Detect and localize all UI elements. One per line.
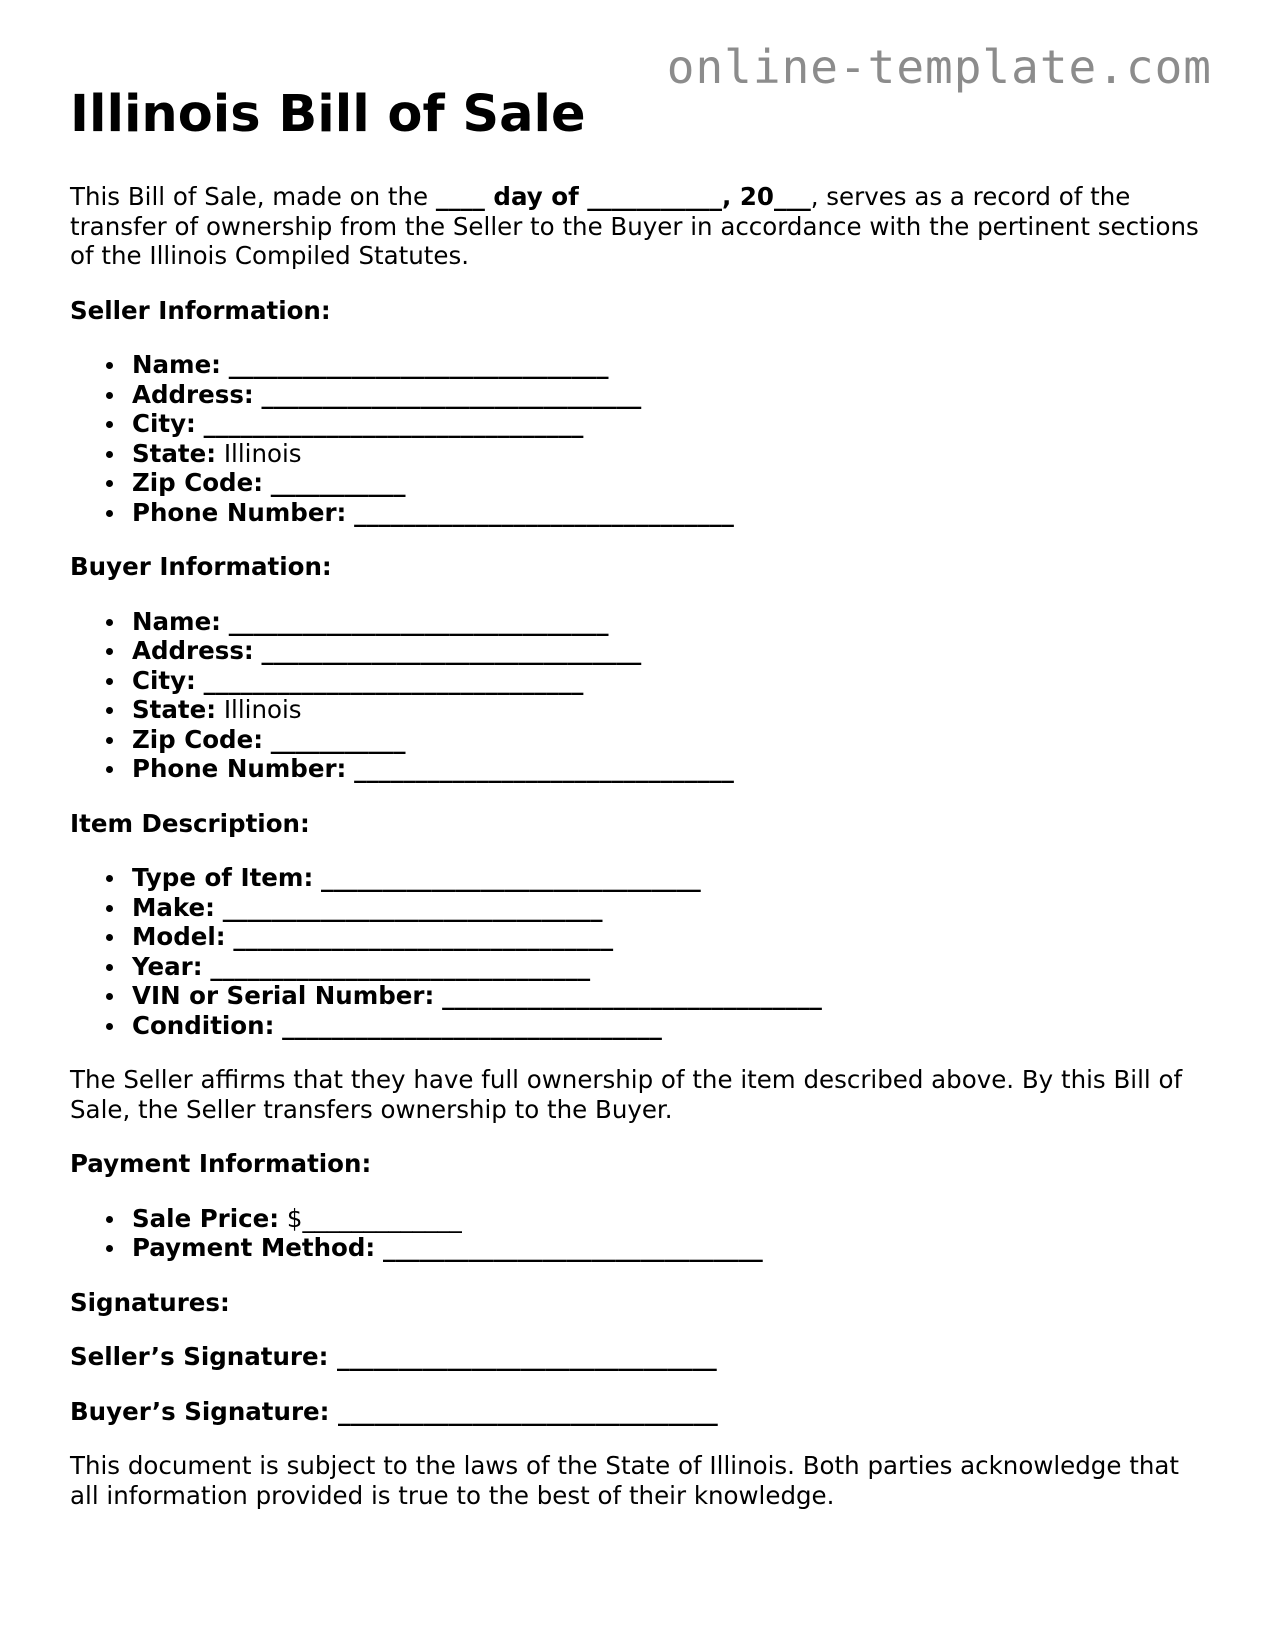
buyer-phone-field[interactable]: _______________________________: [354, 754, 734, 783]
item-model-label: Model:: [132, 922, 226, 951]
seller-name-field[interactable]: _______________________________: [228, 350, 609, 379]
signatures-heading: Signatures:: [70, 1287, 230, 1317]
buyer-name-item: [132, 607, 1200, 637]
seller-state-value: Illinois: [223, 438, 302, 468]
buyer-name-label: Name:: [132, 606, 221, 636]
payment-list: [70, 1204, 1200, 1263]
intro-paragraph: [70, 182, 1200, 271]
buyer-state-value: Illinois: [223, 695, 302, 724]
item-make-field[interactable]: _______________________________: [222, 892, 603, 922]
seller-phone-label: Phone Number:: [132, 497, 347, 527]
seller-city-field[interactable]: _______________________________: [203, 409, 584, 438]
sale-price-field[interactable]: $_____________: [286, 1203, 462, 1233]
item-condition-label: Condition:: [132, 1010, 275, 1040]
item-make-label: Make:: [132, 892, 215, 922]
intro-text-end: , serves as a record of the transfer of ownership from the Seller to the Buyer in accordance with the pertinent sections of the Illinois Compiled Statutes.: [70, 182, 1199, 270]
date-blanks[interactable]: ____ day of ___________, 20___: [435, 182, 811, 211]
seller-address-label: Address:: [132, 379, 254, 409]
sale-price-item: [132, 1204, 1200, 1234]
seller-signature-label: Seller’s Signature:: [70, 1342, 329, 1371]
seller-state-item: [132, 439, 1200, 469]
page-title: Illinois Bill of Sale: [70, 85, 586, 144]
seller-zip-field[interactable]: ___________: [270, 468, 406, 497]
item-type-field[interactable]: _______________________________: [321, 863, 701, 892]
buyer-address-label: Address:: [132, 636, 254, 665]
buyer-address-field[interactable]: _______________________________: [261, 636, 642, 665]
buyer-zip-field[interactable]: ___________: [270, 724, 406, 754]
seller-city-item: [132, 409, 1200, 439]
document-body: [70, 182, 1200, 1535]
buyer-signature-field[interactable]: _______________________________: [337, 1396, 718, 1426]
seller-state-label: State:: [132, 438, 217, 468]
seller-list: [70, 350, 1200, 527]
item-type-item: [132, 863, 1200, 893]
item-year-field[interactable]: _______________________________: [210, 951, 591, 981]
buyer-zip-label: Zip Code:: [132, 724, 263, 754]
item-type-label: Type of Item:: [132, 863, 314, 892]
item-condition-field[interactable]: _______________________________: [282, 1010, 662, 1040]
buyer-state-item: [132, 695, 1200, 725]
seller-signature-line: [70, 1342, 1200, 1372]
payment-method-label: Payment Method:: [132, 1233, 376, 1262]
buyer-state-label: State:: [132, 695, 217, 724]
item-vin-field[interactable]: _______________________________: [442, 981, 822, 1010]
buyer-name-field[interactable]: _______________________________: [228, 606, 609, 636]
buyer-phone-item: [132, 754, 1200, 784]
buyer-list: [70, 607, 1200, 784]
item-make-item: [132, 893, 1200, 923]
seller-city-label: City:: [132, 409, 196, 438]
seller-name-label: Name:: [132, 350, 221, 379]
item-heading: Item Description:: [70, 808, 310, 838]
buyer-signature-line: [70, 1397, 1200, 1427]
item-model-item: [132, 922, 1200, 952]
seller-address-item: [132, 380, 1200, 410]
payment-method-field[interactable]: _______________________________: [383, 1233, 763, 1262]
item-year-label: Year:: [132, 951, 203, 981]
intro-text-start: This Bill of Sale, made on the: [70, 182, 436, 211]
buyer-signature-label: Buyer’s Signature:: [70, 1396, 330, 1426]
buyer-address-item: [132, 636, 1200, 666]
affirmation-paragraph: The Seller affirms that they have full ownership of the item described above. By this Bill of Sale, the Seller transfers ownership to the Buyer.: [70, 1065, 1183, 1124]
buyer-city-item: [132, 666, 1200, 696]
payment-heading: Payment Information:: [70, 1149, 372, 1178]
item-year-item: [132, 952, 1200, 982]
buyer-city-field[interactable]: _______________________________: [203, 665, 584, 695]
seller-zip-item: [132, 468, 1200, 498]
watermark: online-template.com: [666, 40, 1212, 94]
sale-price-label: Sale Price:: [132, 1203, 280, 1233]
item-vin-label: VIN or Serial Number:: [132, 981, 435, 1010]
seller-zip-label: Zip Code:: [132, 468, 263, 497]
seller-address-field[interactable]: _______________________________: [261, 379, 642, 409]
seller-phone-field[interactable]: _______________________________: [354, 497, 734, 527]
buyer-phone-label: Phone Number:: [132, 754, 347, 783]
item-list: [70, 863, 1200, 1040]
buyer-heading: Buyer Information:: [70, 552, 332, 581]
seller-signature-field[interactable]: _______________________________: [336, 1342, 717, 1371]
item-condition-item: [132, 1011, 1200, 1041]
payment-method-item: [132, 1233, 1200, 1263]
buyer-city-label: City:: [132, 665, 196, 695]
seller-name-item: [132, 350, 1200, 380]
item-model-field[interactable]: _______________________________: [233, 922, 614, 951]
item-vin-item: [132, 981, 1200, 1011]
buyer-zip-item: [132, 725, 1200, 755]
seller-heading: Seller Information:: [70, 295, 331, 325]
seller-phone-item: [132, 498, 1200, 528]
closing-paragraph: This document is subject to the laws of the State of Illinois. Both parties acknowledge that all information provided is true to the best of their knowledge.: [70, 1451, 1179, 1510]
